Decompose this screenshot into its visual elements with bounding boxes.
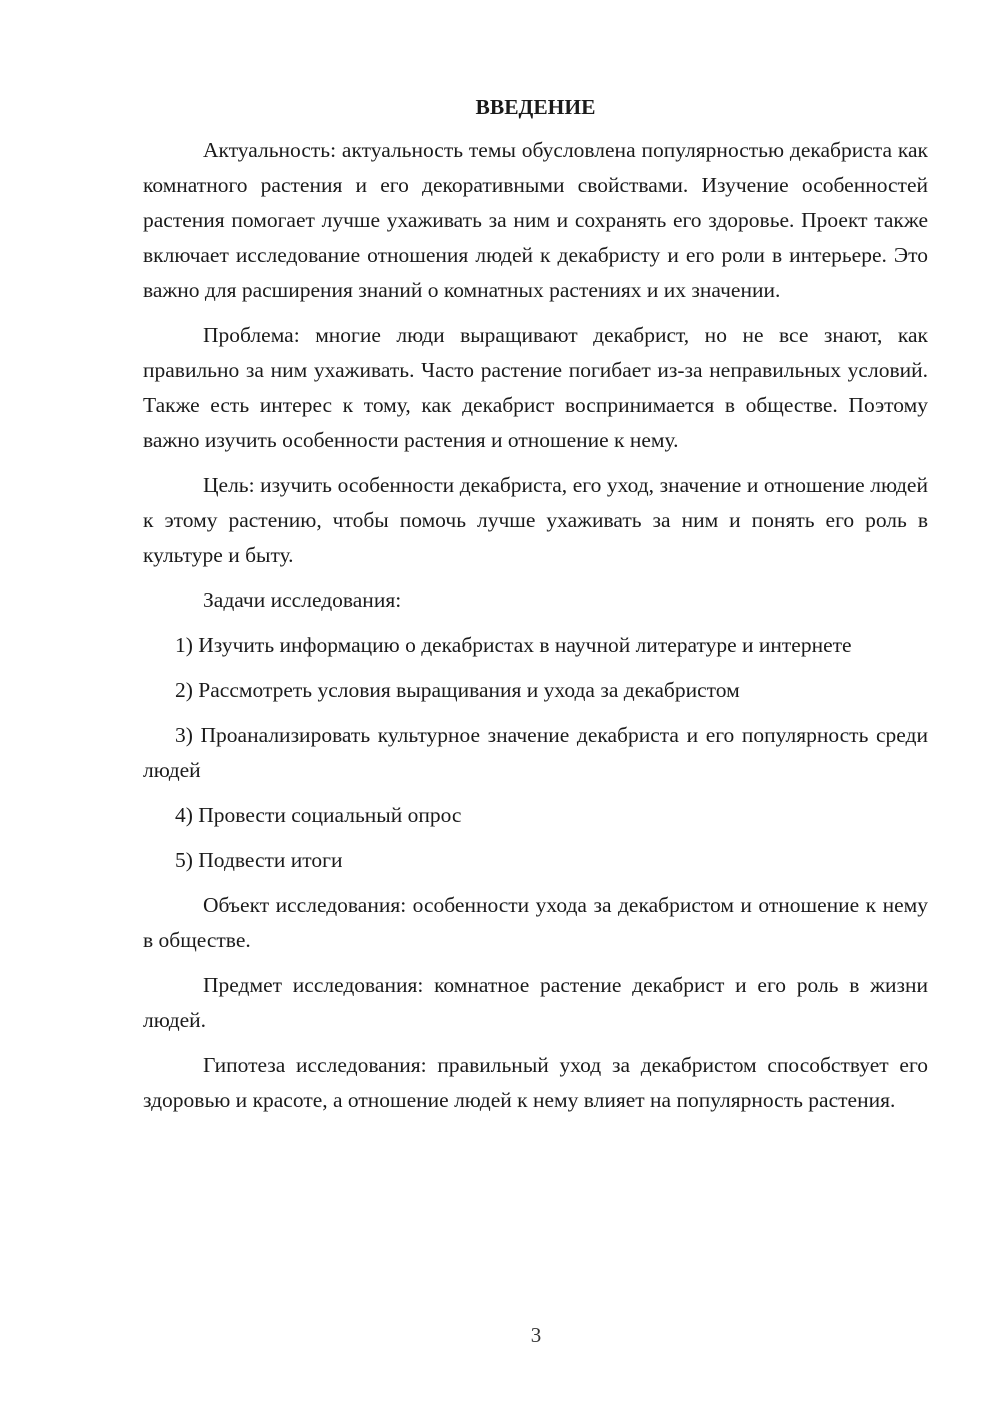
task-item-5: 5) Подвести итоги — [175, 848, 343, 872]
hypothesis-paragraph: Гипотеза исследования: правильный уход за декабристом способствует его здоровью и красоте, а отношение людей к нему влияет на популярность растения. — [143, 1053, 928, 1112]
page-number: 3 — [530, 1323, 542, 1347]
task-item-1: 1) Изучить информацию о декабристах в научной литературе и интернете — [175, 633, 852, 657]
problem-paragraph: Проблема: многие люди выращивают декабрист, но не все знают, как правильно за ним ухаживать. Часто растение погибает из-за неправильных условий. Также есть интерес к тому, как декабрист воспринимается в обществе. Поэтому важно изучить особенности растения и отношение к нему. — [143, 323, 928, 452]
tasks-header: Задачи исследования: — [203, 588, 402, 612]
section-title: ВВЕДЕНИЕ — [475, 95, 596, 119]
task-item-2: 2) Рассмотреть условия выращивания и ухода за декабристом — [175, 678, 740, 702]
task-item-3: 3) Проанализировать культурное значение декабриста и его популярность среди людей — [143, 723, 928, 782]
goal-paragraph: Цель: изучить особенности декабриста, его уход, значение и отношение людей к этому растению, чтобы помочь лучше ухаживать за ним и понять его роль в культуре и быту. — [143, 473, 928, 567]
relevance-paragraph: Актуальность: актуальность темы обусловлена популярностью декабриста как комнатного растения и его декоративными свойствами. Изучение особенностей растения помогает лучше ухаживать за ним и сохранять его здоровье. Проект также включает исследование отношения людей к декабристу и его роли в интерьере. Это важно для расширения знаний о комнатных растениях и их значении. — [143, 138, 928, 302]
subject-paragraph: Предмет исследования: комнатное растение декабрист и его роль в жизни людей. — [143, 973, 928, 1032]
document-page — [143, 90, 928, 1128]
task-item-4: 4) Провести социальный опрос — [175, 803, 462, 827]
object-paragraph: Объект исследования: особенности ухода за декабристом и отношение к нему в обществе. — [143, 893, 928, 952]
